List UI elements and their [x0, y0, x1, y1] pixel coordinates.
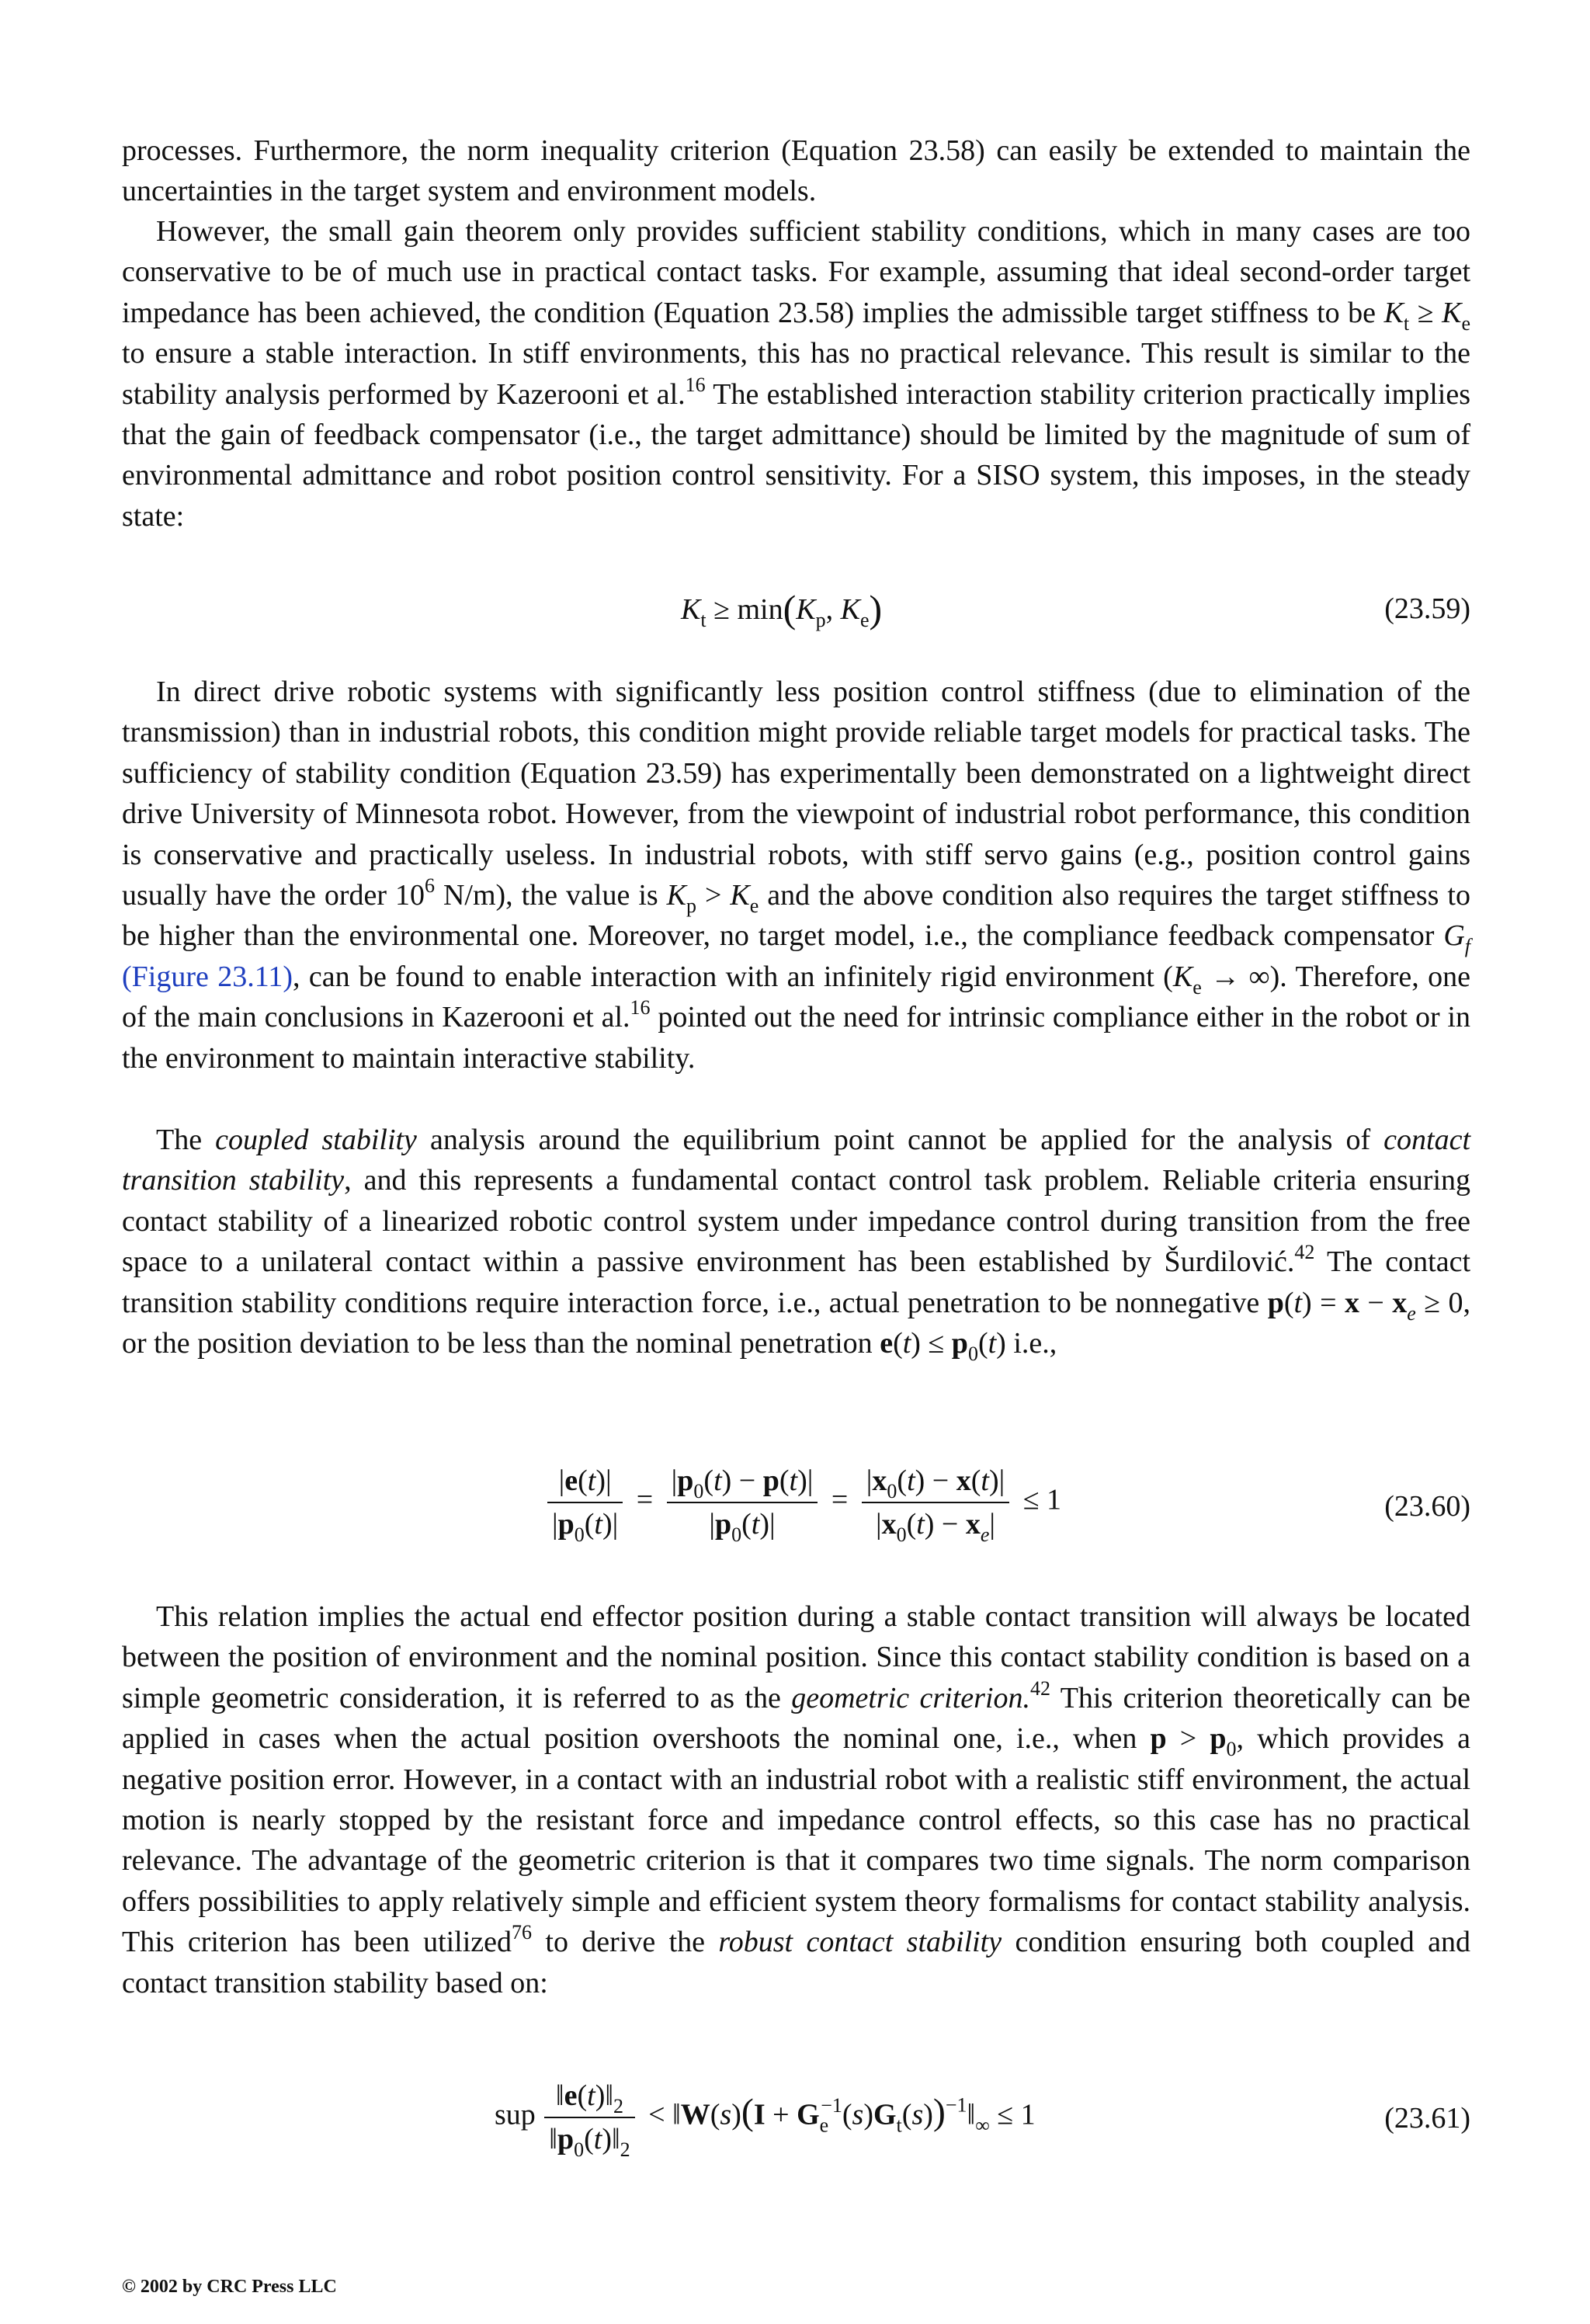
- equation-number: (23.59): [1384, 592, 1470, 625]
- citation-42: 42: [1294, 1241, 1315, 1264]
- figure-link[interactable]: (Figure 23.11): [122, 960, 293, 993]
- citation-16: 16: [685, 373, 706, 396]
- equation-23-61: sup $\frac{‖e(t)‖_2}{‖p_0(t)‖_2}$ < ‖W(s)(I + $G_e^{-1}(s)G_t(s))^{-1}‖_\infty \le 1$ (23.61): [122, 2075, 1470, 2176]
- copyright-footer: © 2002 by CRC Press LLC: [122, 2277, 337, 2297]
- paragraph-2: However, the small gain theorem only provides sufficient stability conditions, which in many cases are too conservative to be of much use in practical contact tasks. For example, assuming that ideal second-order target impedance has been achieved, the condition (Equation 23.58) implies the admissible target stiffness to be $K_t \ge K_e$ to ensure a stable interaction. In stiff environments, this has no practical relevance. This result is similar to the stability analysis performed by Kazerooni et al.$^{16}$ The established interaction stability criterion practically implies that the gain of feedback compensator (i.e., the target admittance) should be limited by the magnitude of sum of environmental admittance and robot position control sensitivity. For a SISO system, this imposes, in the steady state:: [122, 215, 1470, 533]
- equation-number: (23.60): [1384, 1490, 1470, 1523]
- citation-76: 76: [512, 1921, 533, 1944]
- paragraph-5: This relation implies the actual end effector position during a stable contact transition will always be located between the position of environment and the nominal position. Since this contact stability condition is based on a simple geometric consideration, it is referred to as the geometric criterion.$^{42}$ This criterion theoretically can be applied in cases when the actual position overshoots the nominal one, i.e., when $p > p_0$, which provides a negative position error. However, in a contact with an industrial robot with a realistic stiff environment, the actual motion is nearly stopped by the resistant force and impedance control effects, so this case has no practical relevance. The advantage of the geometric criterion is that it compares two time signals. The norm comparison offers possibilities to apply relatively simple and efficient system theory formalisms for contact stability analysis. This criterion has been utilized$^{76}$ to derive the robust contact stability condition ensuring both coupled and contact transition stability based on:: [122, 1600, 1471, 1999]
- citation-16: 16: [630, 996, 651, 1020]
- equation-23-60: $\frac{|e(t)|}{|p_0(t)|}$ = $\frac{|p_0(t) - p(t)|}{|p_0(t)|}$ = $\frac{|x_0(t) - x(t)|}{|x_0(t) - x_e|}$ ≤ 1 (23.60): [122, 1460, 1470, 1561]
- document-page: processes. Furthermore, the norm inequality criterion (Equation 23.58) can easily be extended to maintain the uncertainties in the target system and environment models. However, the small gain theorem only provides sufficient stability conditions, which in many cases are too conservative to be of much use in practical contact tasks. For example, assuming that ideal second-order target impedance has been achieved, the condition (Equation 23.58) implies the admissible target stiffness to be $K_t \ge K_e$ to ensure a stable interaction. In stiff environments, this has no practical relevance. This result is similar to the stability analysis performed by Kazerooni et al.$^{16}$ The established interaction stability criterion practically implies that the gain of feedback compensator (i.e., the target admittance) should be limited by the magnitude of sum of environmental admittance and robot position control sensitivity. For a SISO system, this imposes, in the steady state: $K_t \ge \min(K_p$, $K_e$) (23.59) In direct drive robotic systems with significantly less position control stiffness (due to elimination of the transmission) than in industrial robots, this condition might provide reliable target models for practical tasks. The sufficiency of stability condition (Equation 23.59) has experimentally been demonstrated on a lightweight direct drive University of Minnesota robot. However, from the viewpoint of industrial robot performance, this condition is conservative and practically useless. In industrial robots, with stiff servo gains (e.g., position control gains usually have the order $10^6$ N/m), the value is $K_p > K_e$ and the above condition also requires the target stiffness to be higher than the environmental one. Moreover, no target model, i.e., the compliance feedback compensator $G_f$ (Figure 23.11), can be found to enable interaction with an infinitely rigid environment ($K_e$ → ∞). Therefore, one of the main conclusions in Kazerooni et al.$^{16}$ pointed out the need for intrinsic compliance either in the robot or in the environment to maintain interactive stability. The coupled stability analysis around the equilibrium point cannot be applied for the analysis of contact transition stability, and this represents a fundamental contact control task problem. Reliable criteria ensuring contact stability of a linearized robotic control system under impedance control during transition from the free space to a unilateral contact within a passive environment has been established by Šurdilović.$^{42}$ The contact transition stability conditions require interaction force, i.e., actual penetration to be nonnegative $p(t) = x - x_e \ge 0$, or the position deviation to be less than the nominal penetration $e(t) \le p_0(t)$ i.e., $\frac{|e(t)|}{|p_0(t)|}$ = $\frac{|p_0(t) - p(t)|}{|p_0(t)|}$ = $\frac{|x_0(t) - x(t)|}{|x_0(t) - x_e|}$ ≤ 1 (23.60) This relation implies the actual end effector position during a stable contact transition will always be located between the position of environment and the nominal position. Since this contact stability condition is based on a simple geometric consideration, it is referred to as the geometric criterion.$^{42}$ This criterion theoretically can be applied in cases when the actual position overshoots the nominal one, i.e., when $p > p_0$, which provides a negative position error. However, in a contact with an industrial robot with a realistic stiff environment, the actual motion is nearly stopped by the resistant force and impedance control effects, so this case has no practical relevance. The advantage of the geometric criterion is that it compares two time signals. The norm comparison offers possibilities to apply relatively simple and efficient system theory formalisms for contact stability analysis. This criterion has been utilized$^{76}$ to derive the robust contact stability condition ensuring both coupled and contact transition stability based on: sup $\frac{‖e(t)‖_2}{‖p_0(t)‖_2}$ < ‖W(s)(I + $G_e^{-1}(s)G_t(s))^{-1}‖_\infty \le 1$ (23.61) © 2002 by CRC Press LLC: [0, 0, 1590, 2324]
- citation-42: 42: [1030, 1676, 1051, 1700]
- paragraph-3: In direct drive robotic systems with significantly less position control stiffness (due to elimination of the transmission) than in industrial robots, this condition might provide reliable target models for practical tasks. The sufficiency of stability condition (Equation 23.59) has experimentally been demonstrated on a lightweight direct drive University of Minnesota robot. However, from the viewpoint of industrial robot performance, this condition is conservative and practically useless. In industrial robots, with stiff servo gains (e.g., position control gains usually have the order $10^6$ N/m), the value is $K_p > K_e$ and the above condition also requires the target stiffness to be higher than the environmental one. Moreover, no target model, i.e., the compliance feedback compensator $G_f$ (Figure 23.11), can be found to enable interaction with an infinitely rigid environment ($K_e$ → ∞). Therefore, one of the main conclusions in Kazerooni et al.$^{16}$ pointed out the need for intrinsic compliance either in the robot or in the environment to maintain interactive stability.: [122, 676, 1470, 1075]
- paragraph-4: The coupled stability analysis around the equilibrium point cannot be applied for the analysis of contact transition stability, and this represents a fundamental contact control task problem. Reliable criteria ensuring contact stability of a linearized robotic control system under impedance control during transition from the free space to a unilateral contact within a passive environment has been established by Šurdilović.$^{42}$ The contact transition stability conditions require interaction force, i.e., actual penetration to be nonnegative $p(t) = x - x_e \ge 0$, or the position deviation to be less than the nominal penetration $e(t) \le p_0(t)$ i.e.,: [122, 1124, 1471, 1366]
- equation-number: (23.61): [1384, 2102, 1470, 2135]
- paragraph-1: processes. Furthermore, the norm inequality criterion (Equation 23.58) can easily be extended to maintain the uncertainties in the target system and environment models.: [122, 134, 1470, 208]
